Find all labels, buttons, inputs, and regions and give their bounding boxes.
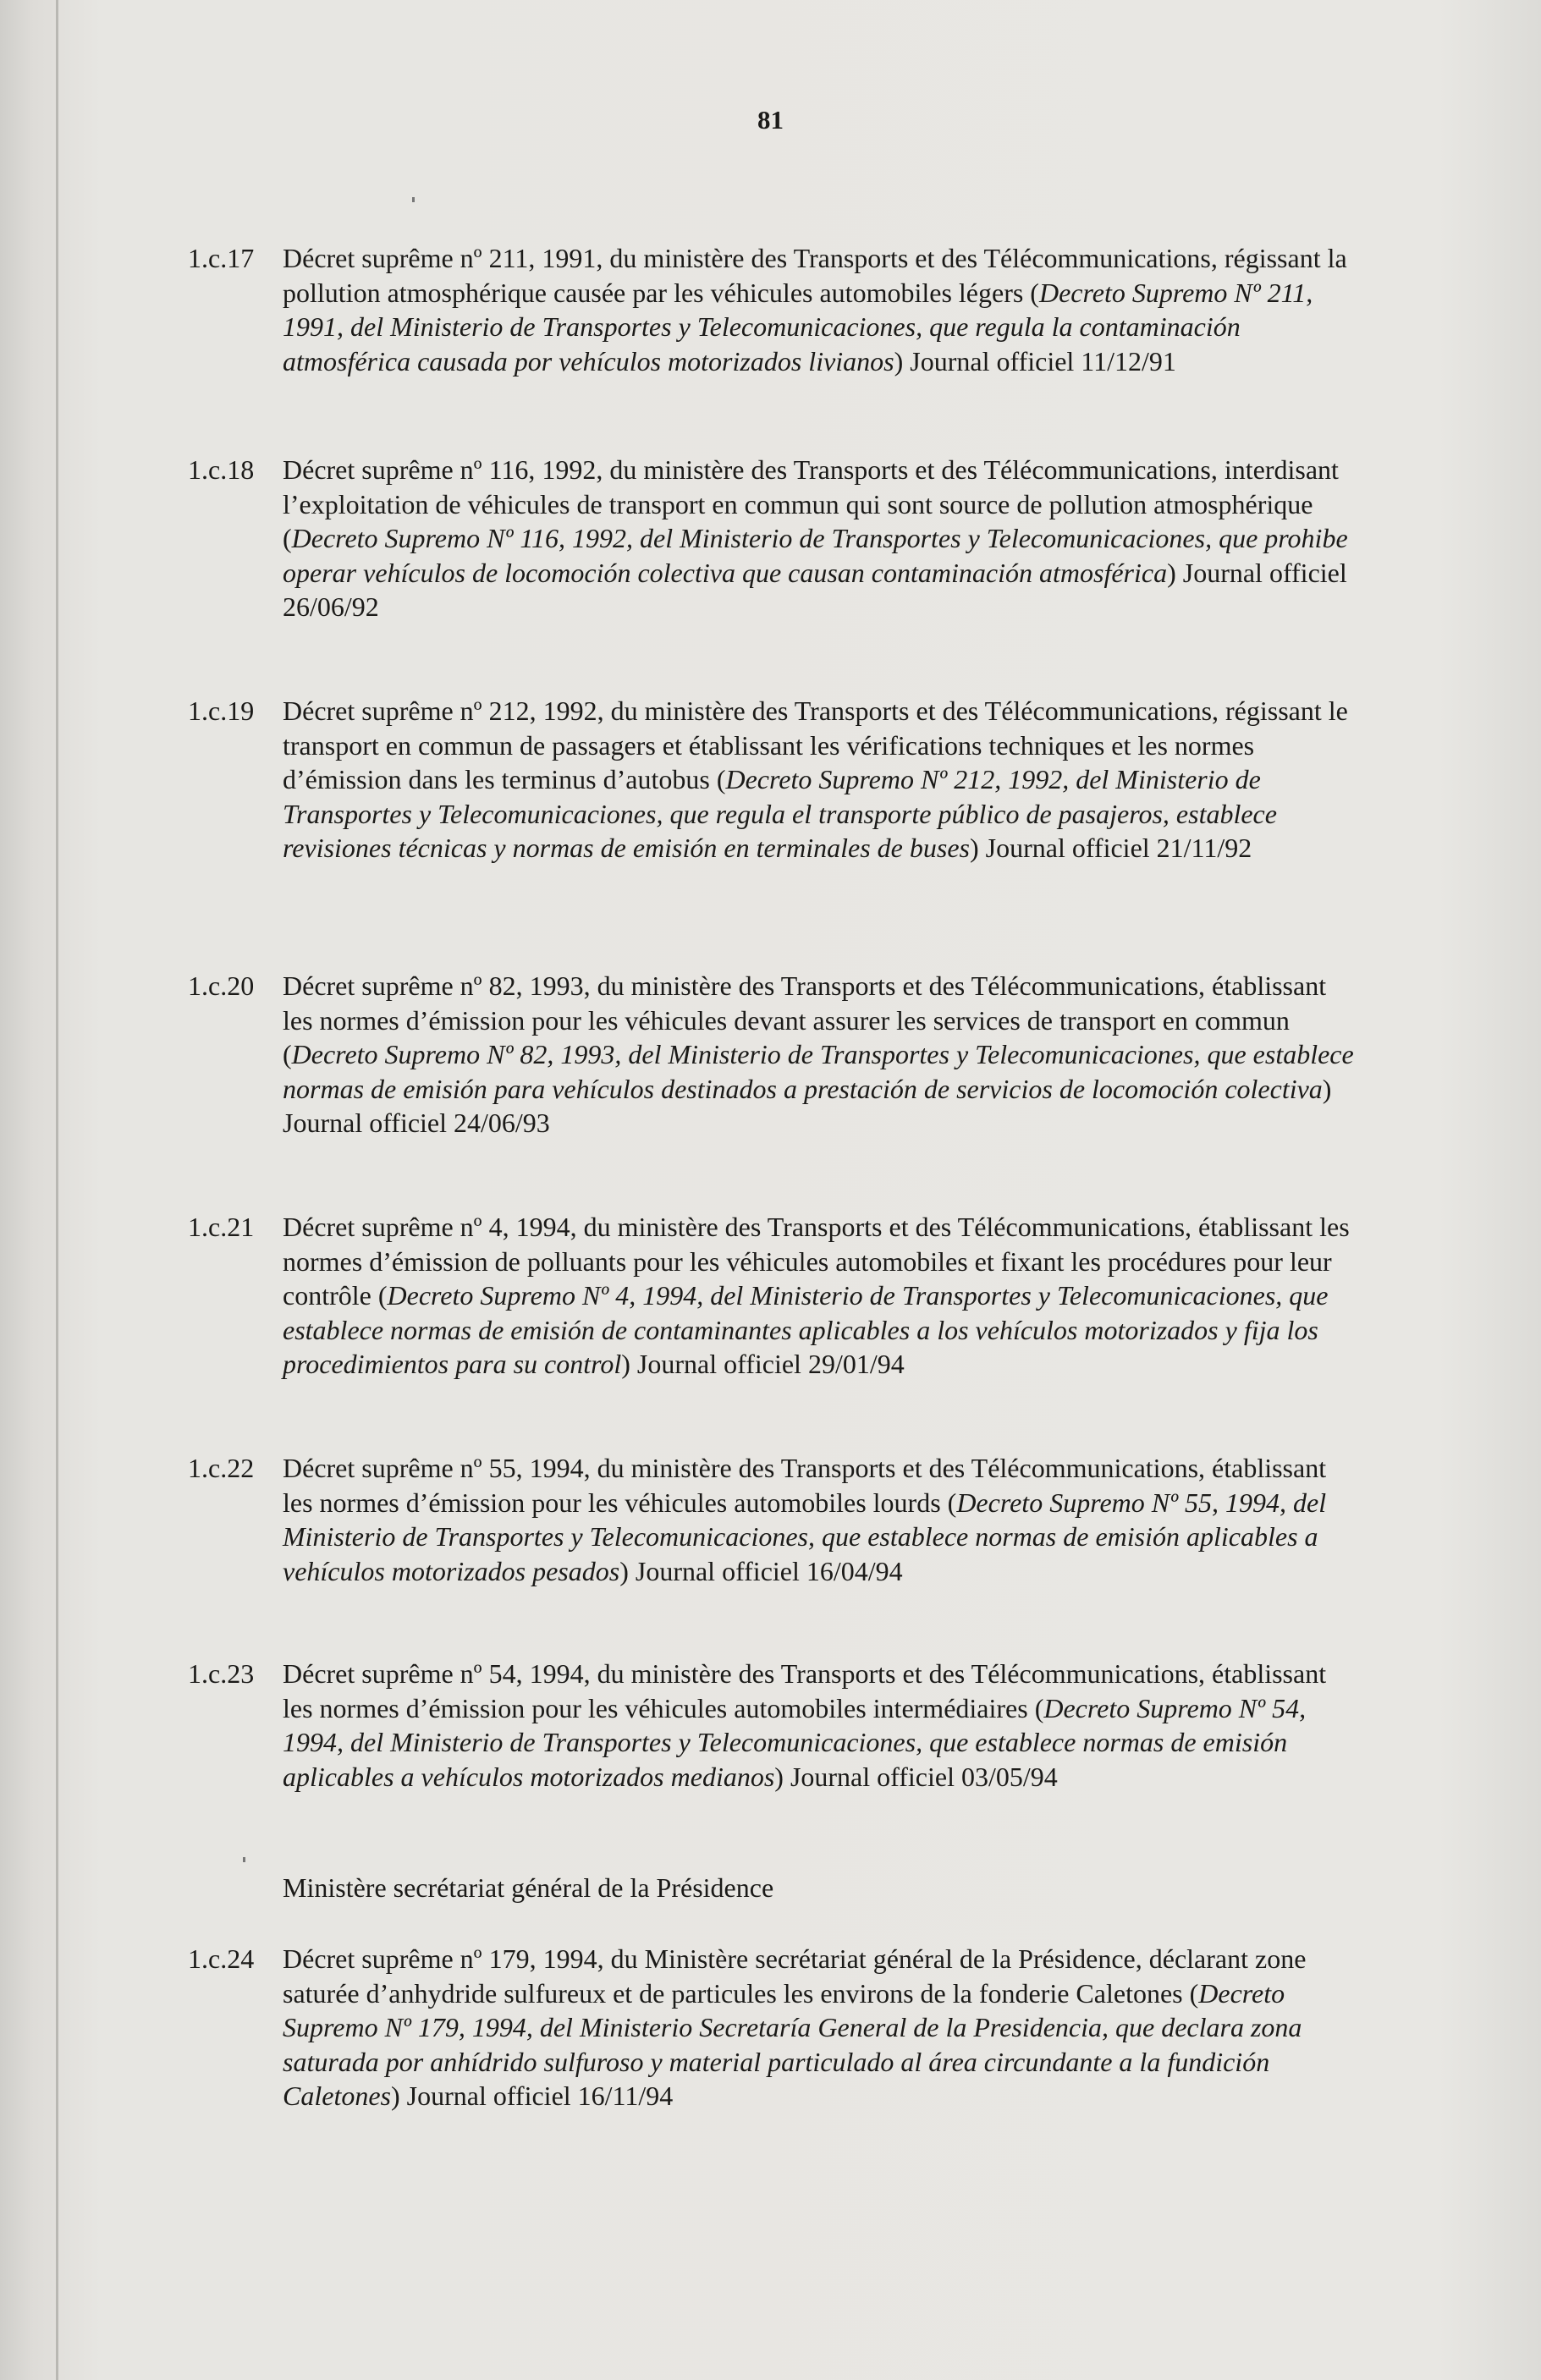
entry-text-es: Decreto Supremo Nº 179, 1994, del Ministerio Secretaría General de la Presidencia, que declara zona saturada por anhídrido sulfuroso y material particulado al área circundante a la fundición Caletones bbox=[283, 1977, 1302, 2111]
entry-1c23 bbox=[188, 1657, 1357, 1794]
entry-code: 1.c.24 bbox=[188, 1943, 255, 1974]
entry-text-fr: Décret suprême nº 179, 1994, du Ministère secrétariat général de la Présidence, déclarant zone saturée d’anhydride sulfureux et de particules les environs de la fonderie Caletones ( bbox=[283, 1943, 1307, 2009]
entry-text bbox=[283, 241, 1357, 378]
entry-code: 1.c.19 bbox=[188, 695, 255, 726]
entry-text-es: Decreto Supremo Nº 54, 1994, del Ministerio de Transportes y Telecomunicaciones, que establece normas de emisión aplicables a vehículos motorizados medianos bbox=[283, 1692, 1307, 1792]
scan-speck bbox=[243, 1857, 245, 1862]
entry-text-es: Decreto Supremo Nº 4, 1994, del Ministerio de Transportes y Telecomunicaciones, que establece normas de emisión de contaminantes aplicables a los vehículos motorizados y fija los procedimientos para su control bbox=[283, 1280, 1329, 1379]
entry-journal: ) Journal officiel 21/11/92 bbox=[969, 833, 1252, 863]
entry-code: 1.c.22 bbox=[188, 1453, 255, 1483]
entry-text bbox=[283, 1451, 1357, 1588]
entry-text-fr: Décret suprême nº 55, 1994, du ministère des Transports et des Télécommunications, établissant les normes d’émission pour les véhicules automobiles lourds ( bbox=[283, 1453, 1327, 1518]
entry-journal: ) Journal officiel 03/05/94 bbox=[774, 1761, 1058, 1792]
entry-text-fr: Décret suprême nº 212, 1992, du ministère des Transports et des Télécommunications, régissant le transport en commun de passagers et établissant les vérifications techniques et les normes d’émission dans les terminus d’autobus ( bbox=[283, 695, 1348, 794]
entry-code: 1.c.17 bbox=[188, 243, 255, 273]
entry-1c24 bbox=[188, 1942, 1357, 2113]
entry-1c17 bbox=[188, 241, 1357, 378]
entry-journal: ) Journal officiel 16/11/94 bbox=[390, 2080, 674, 2111]
entry-text bbox=[283, 1657, 1357, 1794]
entry-1c22 bbox=[188, 1451, 1357, 1588]
entry-journal: ) Journal officiel 26/06/92 bbox=[283, 557, 1347, 622]
entry-text-fr: Décret suprême nº 82, 1993, du ministère des Transports et des Télécommunications, établissant les normes d’émission pour les véhicules devant assurer les services de transport en commun ( bbox=[283, 970, 1327, 1069]
entry-1c20 bbox=[188, 969, 1357, 1141]
scan-speck bbox=[412, 197, 415, 202]
entry-text-fr: Décret suprême nº 4, 1994, du ministère des Transports et des Télécommunications, établissant les normes d’émission de polluants pour les véhicules automobiles et fixant les procédures pour leur contrôle ( bbox=[283, 1212, 1350, 1311]
entry-text bbox=[283, 1210, 1357, 1382]
entry-1c21 bbox=[188, 1210, 1357, 1382]
entry-text-es: Decreto Supremo Nº 212, 1992, del Ministerio de Transportes y Telecomunicaciones, que regula el transporte público de pasajeros, establece revisiones técnicas y normas de emisión en terminales de buses bbox=[283, 764, 1277, 863]
entry-1c19 bbox=[188, 694, 1357, 866]
entry-journal: ) Journal officiel 24/06/93 bbox=[283, 1073, 1332, 1138]
entry-text-fr: Décret suprême nº 116, 1992, du ministère des Transports et des Télécommunications, interdisant l’exploitation de véhicules de transport en commun qui sont source de pollution atmosphérique ( bbox=[283, 454, 1339, 553]
entry-text bbox=[283, 453, 1357, 624]
entry-text-fr: Décret suprême nº 211, 1991, du ministère des Transports et des Télécommunications, régissant la pollution atmosphérique causée par les véhicules automobiles légers ( bbox=[283, 243, 1347, 308]
page-number: 81 bbox=[757, 105, 784, 135]
entry-journal: ) Journal officiel 29/01/94 bbox=[621, 1349, 905, 1379]
entry-code: 1.c.20 bbox=[188, 970, 255, 1001]
entry-text-es: Decreto Supremo Nº 55, 1994, del Ministerio de Transportes y Telecomunicaciones, que establece normas de emisión aplicables a vehículos motorizados pesados bbox=[283, 1487, 1327, 1586]
entry-journal: ) Journal officiel 11/12/91 bbox=[894, 345, 1176, 377]
entry-code: 1.c.23 bbox=[188, 1658, 255, 1689]
page-binding-shadow bbox=[56, 0, 58, 2380]
entry-code: 1.c.21 bbox=[188, 1212, 255, 1242]
entry-text-es: Decreto Supremo Nº 211, 1991, del Ministerio de Transportes y Telecomunicaciones, que regula la contaminación atmosférica causada por vehículos motorizados livianos bbox=[283, 277, 1313, 377]
entry-text-es: Decreto Supremo Nº 116, 1992, del Ministerio de Transportes y Telecomunicaciones, que prohibe operar vehículos de locomoción colectiva que causan contaminación atmosférica bbox=[283, 523, 1348, 588]
section-heading: Ministère secrétariat général de la Présidence bbox=[283, 1872, 774, 1903]
entry-text-fr: Décret suprême nº 54, 1994, du ministère des Transports et des Télécommunications, établissant les normes d’émission pour les véhicules automobiles intermédiaires ( bbox=[283, 1658, 1327, 1723]
entry-text bbox=[283, 1942, 1357, 2113]
entry-text bbox=[283, 694, 1357, 866]
entry-journal: ) Journal officiel 16/04/94 bbox=[619, 1555, 903, 1586]
entry-text bbox=[283, 969, 1357, 1141]
entry-1c18 bbox=[188, 453, 1357, 624]
entry-code: 1.c.18 bbox=[188, 454, 255, 485]
entry-text-es: Decreto Supremo Nº 82, 1993, del Ministerio de Transportes y Telecomunicaciones, que establece normas de emisión para vehículos destinados a prestación de servicios de locomoción colectiva bbox=[283, 1039, 1354, 1104]
